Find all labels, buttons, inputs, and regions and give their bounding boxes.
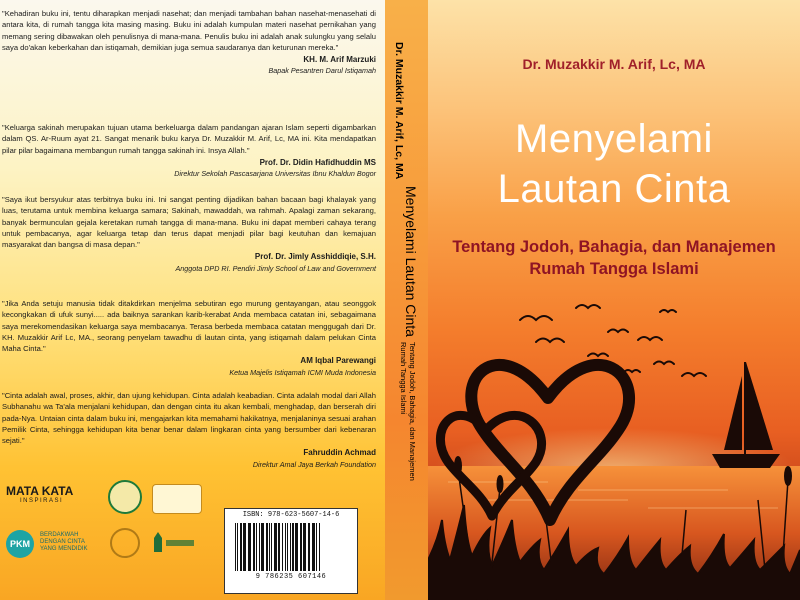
barcode-bar xyxy=(285,523,286,571)
seal-logo-icon xyxy=(110,528,140,558)
isbn-label: ISBN: 978-623-5607-14-6 xyxy=(242,511,340,519)
foundation-logo-icon xyxy=(152,530,196,554)
quote-author: Fahruddin Achmad xyxy=(303,448,376,458)
barcode-bar xyxy=(290,523,291,571)
quote-text: "Saya ikut bersyukur atas terbitnya buku ini. Ini sangat penting dijadikan bahan bacaan bagi khalayak yang luas, terutama untuk membina keluarga samara; Sakinah, mawaddah, wa rahmah. Apalagi zaman sekarang, banyak bermunculan gejala keretakan rumah tangga di mana-mana. Buku ini dapat memberi cahaya terang untuk pembacanya, agar keluarga tetap dan terus dapat menjadi pilar bagi keutuhan dan kemajuan masyarakat dan bangsa di masa depan." xyxy=(2,195,376,250)
endorsement-quote-2 xyxy=(2,122,376,179)
endorsement-quote-4 xyxy=(2,298,376,378)
barcode-bar xyxy=(248,523,251,571)
barcode-bar xyxy=(292,523,294,571)
barcode-bar xyxy=(253,523,255,571)
cover-title: Menyelami Lautan Cinta xyxy=(497,117,731,211)
quote-role: Ketua Majelis Istiqamah ICMI Muda Indonesia xyxy=(229,367,376,377)
barcode-bar xyxy=(282,523,283,571)
endorsement-quote-5 xyxy=(2,390,376,470)
barcode-bar xyxy=(261,523,264,571)
sunset-scene xyxy=(428,0,800,600)
barcode-bar xyxy=(256,523,257,571)
barcode-bar xyxy=(266,523,268,571)
barcode-bar xyxy=(308,523,310,571)
barcode-bar xyxy=(240,523,242,571)
quote-text: "Kehadiran buku ini, tentu diharapkan menjadi nasehat; dan menjadi tambahan bahan nasehat-menasehati di antara kita, di rumah tangga kita masing masing. Buku ini adalah kumpulan materi nasehat pernikahan yang memang sering dibawakan oleh penulisnya di mana-mana. Penulis buku ini adalah anak sulungku yang selalu saya do'akan keberkahan dan istiqamah, demikian juga semua saudaranya dan keturunan mereka." xyxy=(2,9,376,52)
barcode-bar xyxy=(269,523,270,571)
publisher-name: MATA KATA xyxy=(6,484,74,498)
quote-text: "Cinta adalah awal, proses, akhir, dan ujung kehidupan. Cinta adalah keabadian. Cinta adalah modal dari Allah Subhanahu wa Ta'ala menjalani kehidupan, dan dengan cinta itu akan kembali, menghadap, dan berserah diri pada-Nya. Untaian cinta dalam buku ini, mengajarkan kita memahami hakikatnya, menjalaninya sesuai arahan Pemilik Cinta, sehingga kehidupan kita benar benar dalam lingkaran cinta yang bersumber dari kebenaran sejati." xyxy=(2,391,376,446)
barcode-bar xyxy=(303,523,306,571)
isbn-digits: 9 786235 607146 xyxy=(255,573,327,581)
quote-role: Anggota DPD RI. Pendiri Jimly School of Law and Government xyxy=(175,263,376,273)
endorsement-quote-1 xyxy=(2,8,376,77)
spine-author: Dr. Muzakkir M. Arif, Lc, MA xyxy=(393,42,405,180)
barcode-bar xyxy=(278,523,280,571)
institution-logo-icon xyxy=(152,484,202,514)
quote-author: KH. M. Arif Marzuki xyxy=(303,55,376,65)
quote-role: Direktur Sekolah Pascasarjana Universitas Ibnu Khaldun Bogor xyxy=(174,169,376,179)
quote-author: AM Iqbal Parewangi xyxy=(300,356,376,366)
book-spine xyxy=(385,0,428,600)
barcode-icon xyxy=(231,521,351,573)
quote-text: "Jika Anda setuju manusia tidak ditakdirkan menjelma sebutiran ego murung gentayangan, atau seonggok kecongkakan di ufuk sunyi..... ada baiknya sarankan karib-kerabat Anda membaca catatan ini, sebagaimana saya merekomendasikan keluarga saya membacanya. Terasa berbeda membaca catatan menggugah dari Dr. KH. Muzakkir Arif Lc, MA., seorang penyelam tawadhu di lautan cinta, yang istiqamah dalam pelukan Cinta Maha Cinta." xyxy=(2,299,376,354)
quote-role: Direktur Amal Jaya Berkah Foundation xyxy=(252,459,376,469)
quote-role: Bapak Pesantren Darul Istiqamah xyxy=(268,66,376,76)
barcode-bar xyxy=(300,523,302,571)
barcode-bar xyxy=(235,523,236,571)
back-cover xyxy=(0,0,385,600)
barcode-bar xyxy=(274,523,277,571)
barcode-bar xyxy=(319,523,320,571)
barcode-bar xyxy=(271,523,272,571)
isbn-barcode xyxy=(224,508,358,594)
barcode-bar xyxy=(287,523,288,571)
front-cover xyxy=(428,0,800,600)
cover-subtitle: Tentang Jodoh, Bahagia, dan Manajemen Rumah Tangga Islami xyxy=(452,238,776,278)
pkm-logo: PKM xyxy=(6,530,34,558)
barcode-bar xyxy=(295,523,298,571)
pkm-tagline: BERDAKWAH DENGAN CINTA YANG MENDIDIK xyxy=(40,532,88,552)
cover-author: Dr. Muzakkir M. Arif, Lc, MA xyxy=(522,56,706,72)
pesantren-logo-icon xyxy=(108,480,142,514)
quote-author: Prof. Dr. Jimly Asshiddiqie, S.H. xyxy=(254,252,376,262)
quote-author: Prof. Dr. Didin Hafidhuddin MS xyxy=(259,157,376,167)
barcode-bar xyxy=(312,523,315,571)
barcode-bar xyxy=(237,523,238,571)
publisher-sub: INSPIRASI xyxy=(20,498,64,504)
barcode-bar xyxy=(243,523,246,571)
matakata-logo xyxy=(6,484,73,504)
spine-title: Menyelami Lautan Cinta xyxy=(403,186,419,337)
quote-text: "Keluarga sakinah merupakan tujuan utama berkeluarga dalam pandangan ajaran Islam seperti digambarkan dalam QS. Ar-Ruum ayat 21. Sangat menarik buku karya Dr. Muzakkir M. Arif, Lc, MA ini. Kita mendapatkan pilar pilar bagaimana membangun rumah tangga sakinah ini. Insya Allah." xyxy=(2,123,376,155)
endorsement-quote-3 xyxy=(2,194,376,274)
barcode-bar xyxy=(316,523,317,571)
barcode-bar xyxy=(259,523,260,571)
spine-subtitle: Tentang Jodoh, Bahagia, dan Manajemen Rumah Tangga Islami xyxy=(399,342,417,481)
